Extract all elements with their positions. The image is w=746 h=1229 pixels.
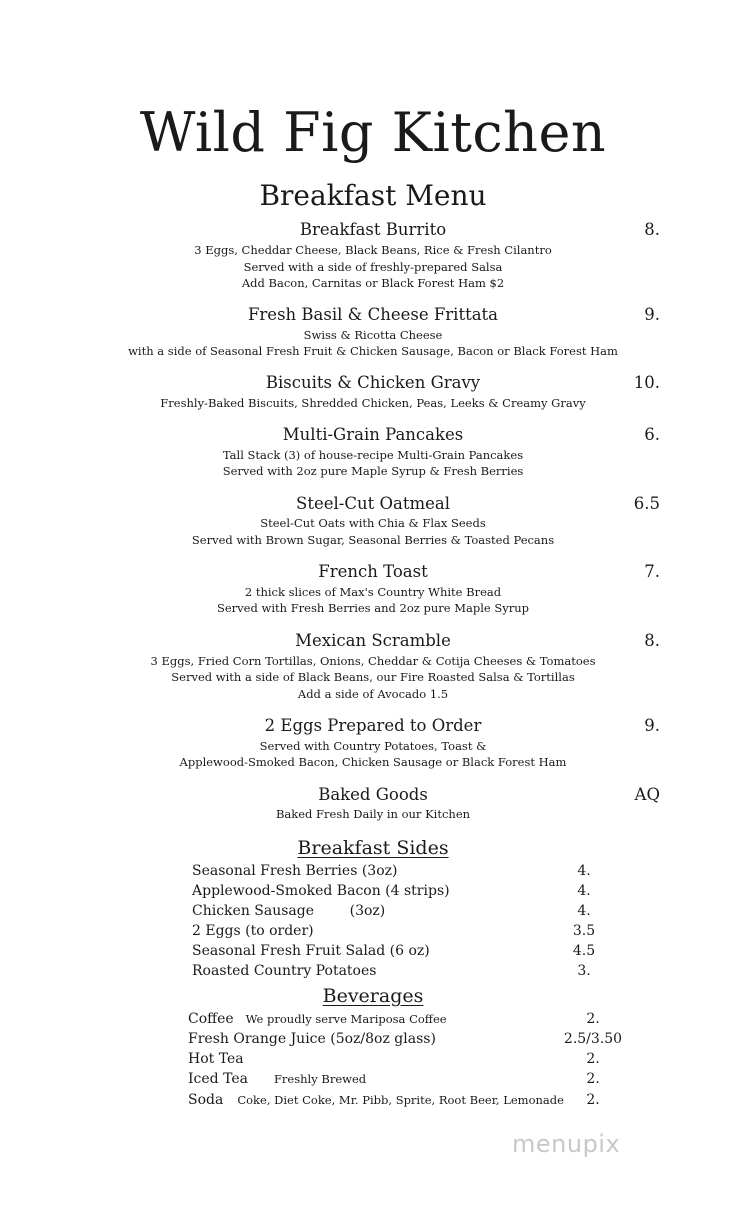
- item-price: 9.: [644, 305, 660, 324]
- beverage-price: 2.: [586, 1092, 600, 1108]
- beverage-note: Coke, Diet Coke, Mr. Pibb, Sprite, Root Beer, Lemonade: [237, 1093, 564, 1107]
- item-description: Add Bacon, Carnitas or Black Forest Ham $2: [241, 276, 505, 290]
- item-description: Steel-Cut Oats with Chia & Flax Seeds: [260, 516, 486, 530]
- item-name: Baked Goods: [318, 785, 428, 804]
- item-description: Served with a side of freshly-prepared Salsa: [243, 260, 503, 274]
- item-description: Baked Fresh Daily in our Kitchen: [275, 807, 471, 821]
- beverage-price: 2.5/3.50: [563, 1031, 623, 1047]
- item-price: 6.5: [633, 494, 660, 513]
- item-name: Steel-Cut Oatmeal: [296, 494, 450, 513]
- beverage-price: 2.: [586, 1011, 600, 1027]
- item-description: Served with a side of Black Beans, our Fire Roasted Salsa & Tortillas: [171, 670, 575, 684]
- item-description: Served with Country Potatoes, Toast &: [259, 739, 487, 753]
- item-name: Biscuits & Chicken Gravy: [265, 373, 481, 392]
- item-description: Add a side of Avocado 1.5: [297, 687, 449, 701]
- item-description: 3 Eggs, Fried Corn Tortillas, Onions, Cheddar & Cotija Cheeses & Tomatoes: [150, 654, 596, 668]
- side-item-price: 4.: [577, 863, 591, 879]
- item-description: Tall Stack (3) of house-recipe Multi-Grain Pancakes: [222, 448, 524, 462]
- item-price: 8.: [644, 220, 660, 239]
- side-item-name: 2 Eggs (to order): [192, 923, 314, 939]
- beverage-price: 2.: [586, 1071, 600, 1087]
- beverage-price: 2.: [586, 1051, 600, 1067]
- item-name: French Toast: [318, 562, 428, 581]
- item-name: Mexican Scramble: [295, 631, 451, 650]
- side-item-price: 4.: [577, 903, 591, 919]
- beverage-name: Fresh Orange Juice (5oz/8oz glass): [188, 1031, 436, 1047]
- item-description: Applewood-Smoked Bacon, Chicken Sausage or Black Forest Ham: [179, 755, 567, 769]
- item-price: 8.: [644, 631, 660, 650]
- item-description: Served with 2oz pure Maple Syrup & Fresh Berries: [222, 464, 524, 478]
- item-price: 10.: [633, 373, 660, 392]
- side-item-price: 4.: [577, 883, 591, 899]
- beverage-note: Freshly Brewed: [273, 1072, 367, 1086]
- side-item-price: 3.: [577, 963, 591, 979]
- item-price: 6.: [644, 425, 660, 444]
- item-description: 2 thick slices of Max's Country White Bread: [244, 585, 502, 599]
- side-item-name: Applewood-Smoked Bacon (4 strips): [192, 883, 450, 899]
- item-name: Breakfast Burrito: [299, 220, 447, 239]
- side-item-price: 4.5: [572, 943, 596, 959]
- item-description: Swiss & Ricotta Cheese: [303, 328, 443, 342]
- beverages-heading: Beverages: [322, 985, 424, 1007]
- beverage-name: Soda: [188, 1092, 224, 1108]
- menu-title: Breakfast Menu: [259, 179, 487, 212]
- side-item-price: 3.5: [572, 923, 596, 939]
- beverage-note: We proudly serve Mariposa Coffee: [245, 1012, 447, 1026]
- item-name: Fresh Basil & Cheese Frittata: [247, 305, 499, 324]
- beverage-item: [188, 1009, 447, 1029]
- item-description: Freshly-Baked Biscuits, Shredded Chicken, Peas, Leeks & Creamy Gravy: [160, 396, 586, 410]
- restaurant-title: Wild Fig Kitchen: [139, 101, 607, 164]
- item-description: 3 Eggs, Cheddar Cheese, Black Beans, Rice & Fresh Cilantro: [194, 243, 552, 257]
- item-name: 2 Eggs Prepared to Order: [264, 716, 482, 735]
- beverage-name: Coffee: [188, 1011, 234, 1027]
- item-price: 9.: [644, 716, 660, 735]
- beverage-name: Iced Tea: [188, 1071, 248, 1087]
- beverage-item: [188, 1069, 366, 1089]
- side-item-name: Seasonal Fresh Berries (3oz): [192, 863, 398, 879]
- item-description: Served with Brown Sugar, Seasonal Berries & Toasted Pecans: [191, 533, 555, 547]
- beverage-item: [188, 1090, 564, 1110]
- watermark-logo: menupix: [512, 1130, 621, 1158]
- item-name: Multi-Grain Pancakes: [282, 425, 464, 444]
- side-item-name: Chicken Sausage (3oz): [192, 903, 386, 919]
- beverage-name: Hot Tea: [188, 1051, 244, 1067]
- beverage-item: [188, 1049, 244, 1069]
- item-price: 7.: [644, 562, 660, 581]
- beverage-item: [188, 1029, 436, 1049]
- item-description: Served with Fresh Berries and 2oz pure Maple Syrup: [217, 601, 529, 615]
- item-price: AQ: [634, 785, 660, 804]
- item-description: with a side of Seasonal Fresh Fruit & Chicken Sausage, Bacon or Black Forest Ham: [128, 344, 618, 358]
- sides-heading: Breakfast Sides: [297, 837, 449, 859]
- side-item-name: Roasted Country Potatoes: [192, 963, 377, 979]
- side-item-name: Seasonal Fresh Fruit Salad (6 oz): [192, 943, 430, 959]
